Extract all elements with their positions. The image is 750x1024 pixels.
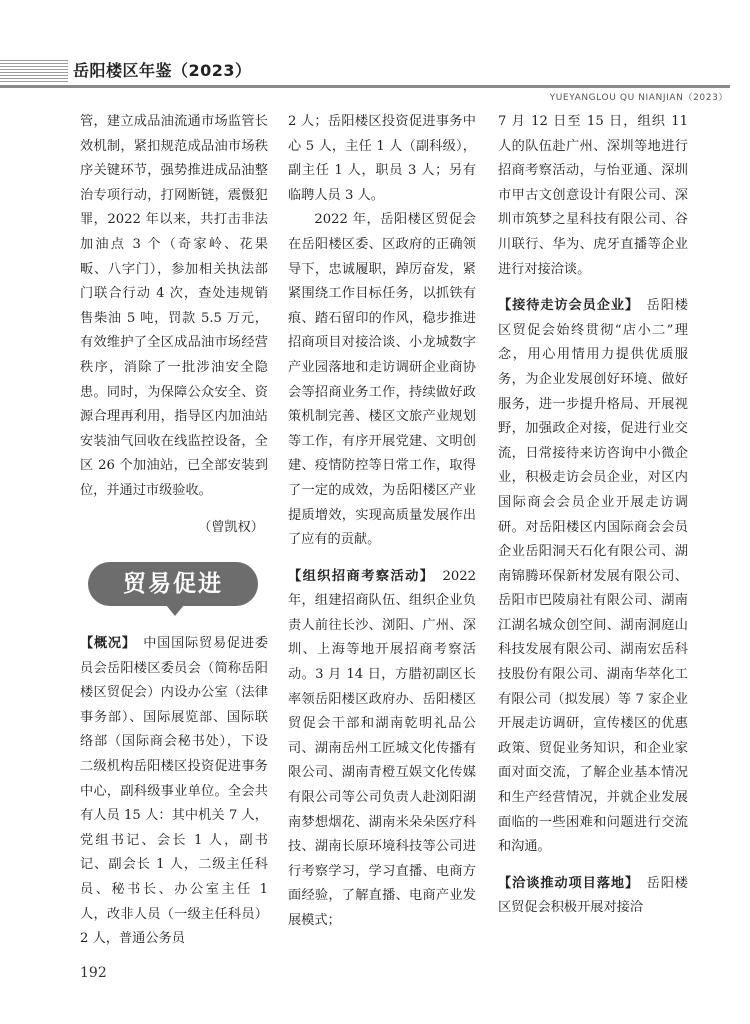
page-number: 192 xyxy=(80,965,107,981)
yearbook-header-title: 岳阳楼区年鉴（2023） xyxy=(73,61,252,80)
paragraph-july-trip: 7 月 12 日至 15 日，组织 11 人的队伍赴广州、深圳等地进行招商考察活动，与怡亚通、深圳市甲古文创意设计有限公司、深圳市筑梦之星科技有限公司、谷川联行、华为、虎牙直播等企业进行对接洽谈。 xyxy=(498,114,688,277)
paragraph-project-landing xyxy=(498,872,688,921)
yearbook-header-subtitle: YUEYANGLOU QU NIANJIAN（2023） xyxy=(549,93,728,103)
subheading-investment-trips: 【组织招商考察活动】 xyxy=(288,568,428,584)
column-middle xyxy=(288,110,476,934)
subheading-overview: 【概况】 xyxy=(80,636,130,652)
author-credit: （曾凯权） xyxy=(198,519,264,535)
paragraph-annual-summary: 2022 年，岳阳楼区贸促会在岳阳楼区委、区政府的正确领导下，忠诚履职，踔厉奋发，紧紧围绕工作目标任务，以抓铁有痕、踏石留印的作风，稳步推进招商项目对接洽谈、小龙城数字产业园落地和走访调研企业商协会等招商业务工作，持续做好政策机制完善、楼区文旅产业规划等工作，有序开展党建、文明创建、疫情防控等日常工作，取得了一定的成效，为岳阳楼区产业提质增效，实现高质量发展作出了应有的贡献。 xyxy=(288,212,476,548)
paragraph-investment-trips-text: 2022 年，组建招商队伍、组织企业负责人前往长沙、浏阳、广州、深圳、上海等地开展招商考察活动。3 月 14 日，方腊初副区长率领岳阳楼区政府办、岳阳楼区贸促会干部和湖南乾明礼品公司、湖南岳州工匠城文化传播有限公司、湖南青橙互娱文化传媒有限公司等公司负责人赴浏阳湖南梦想烟花、湖南米朵朵医疗科技、湖南长原环境科技等公司进行考察学习，学习直播、电商方面经验，了解直播、电商产业发展模式； xyxy=(288,568,476,928)
column-right xyxy=(498,110,688,921)
paragraph-member-visits-text: 岳阳楼区贸促会始终贯彻“店小二”理念，用心用情用力提供优质服务，为企业发展创好环境、做好服务，进一步提升格局、开展视野，加强政企对接，促进行业交流，日常接待来访咨询中小微企业，积极走访会员企业，对区内国际商会会员企业开展走访调研。对岳阳楼区内国际商会会员企业岳阳洞天石化有限公司、湖南锦腾环保新材发展有限公司、岳阳市巴陵扇社有限公司、湖南江湖名城众创空间、湖南洞庭山科技发展有限公司、湖南宏岳科技股份有限公司、湖南华萃化工有限公司（拟发展）等 7 家企业开展走访调研，宣传楼区的优惠政策、贸促业务知识，和企业家面对面交流，了解企业基本情况和生产经营情况，并就企业发展面临的一些困难和问题进行交流和沟通。 xyxy=(498,298,688,855)
paragraph-staffing: 2 人；岳阳楼区投资促进事务中心 5 人，主任 1 人（副科级），副主任 1 人，职员 3 人；另有临聘人员 3 人。 xyxy=(288,114,476,203)
paragraph-member-visits xyxy=(498,294,688,860)
paragraph-overview-text: 中国国际贸易促进委员会岳阳楼区委员会（简称岳阳楼区贸促会）内设办公室（法律事务部）、国际展览部、国际联络部（国际商会秘书处），下设二级机构岳阳楼区投资促进事务中心，副科级事业单位。全会共有人员 15 人：其中机关 7 人，党组书记、会长 1 人，副书记、副会长 1 人，二级主任科员、秘书长、办公室主任 1 人，改非人员（一级主任科员）2 人，普通公务员 xyxy=(80,636,269,947)
paragraph-overview xyxy=(80,632,268,952)
section-banner-trade-promotion: 贸易促进 xyxy=(88,562,258,606)
paragraph-project-landing-text: 岳阳楼区贸促会积极开展对接洽 xyxy=(498,875,688,916)
paragraph-oil-regulation: 管，建立成品油流通市场监管长效机制，紧扣规范成品油市场秩序关键环节，强势推进成品油整治专项行动，打网断链，震慑犯罪，2022 年以来，共打击非法加油点 3 个（奇家岭、花果畈、八字门），参加相关执法部门联合行动 4 次，查处违规销售柴油 5 吨，罚款 5.5 万元，有效维护了全区成品油市场经营秩序，消除了一批涉油安全隐患。同时，为保障公众安全、资源合理再利用，指导区内加油站安装油气回收在线监控设备，全区 26 个加油站，已全部安装到位，并通过市级验收。 xyxy=(80,114,268,498)
subheading-project-landing: 【洽谈推动项目落地】 xyxy=(498,875,633,891)
header-stripes-decoration xyxy=(0,60,68,84)
column-left xyxy=(80,110,268,952)
header-rule xyxy=(0,85,730,88)
subheading-member-visits: 【接待走访会员企业】 xyxy=(498,298,633,314)
paragraph-investment-trips xyxy=(288,565,476,934)
